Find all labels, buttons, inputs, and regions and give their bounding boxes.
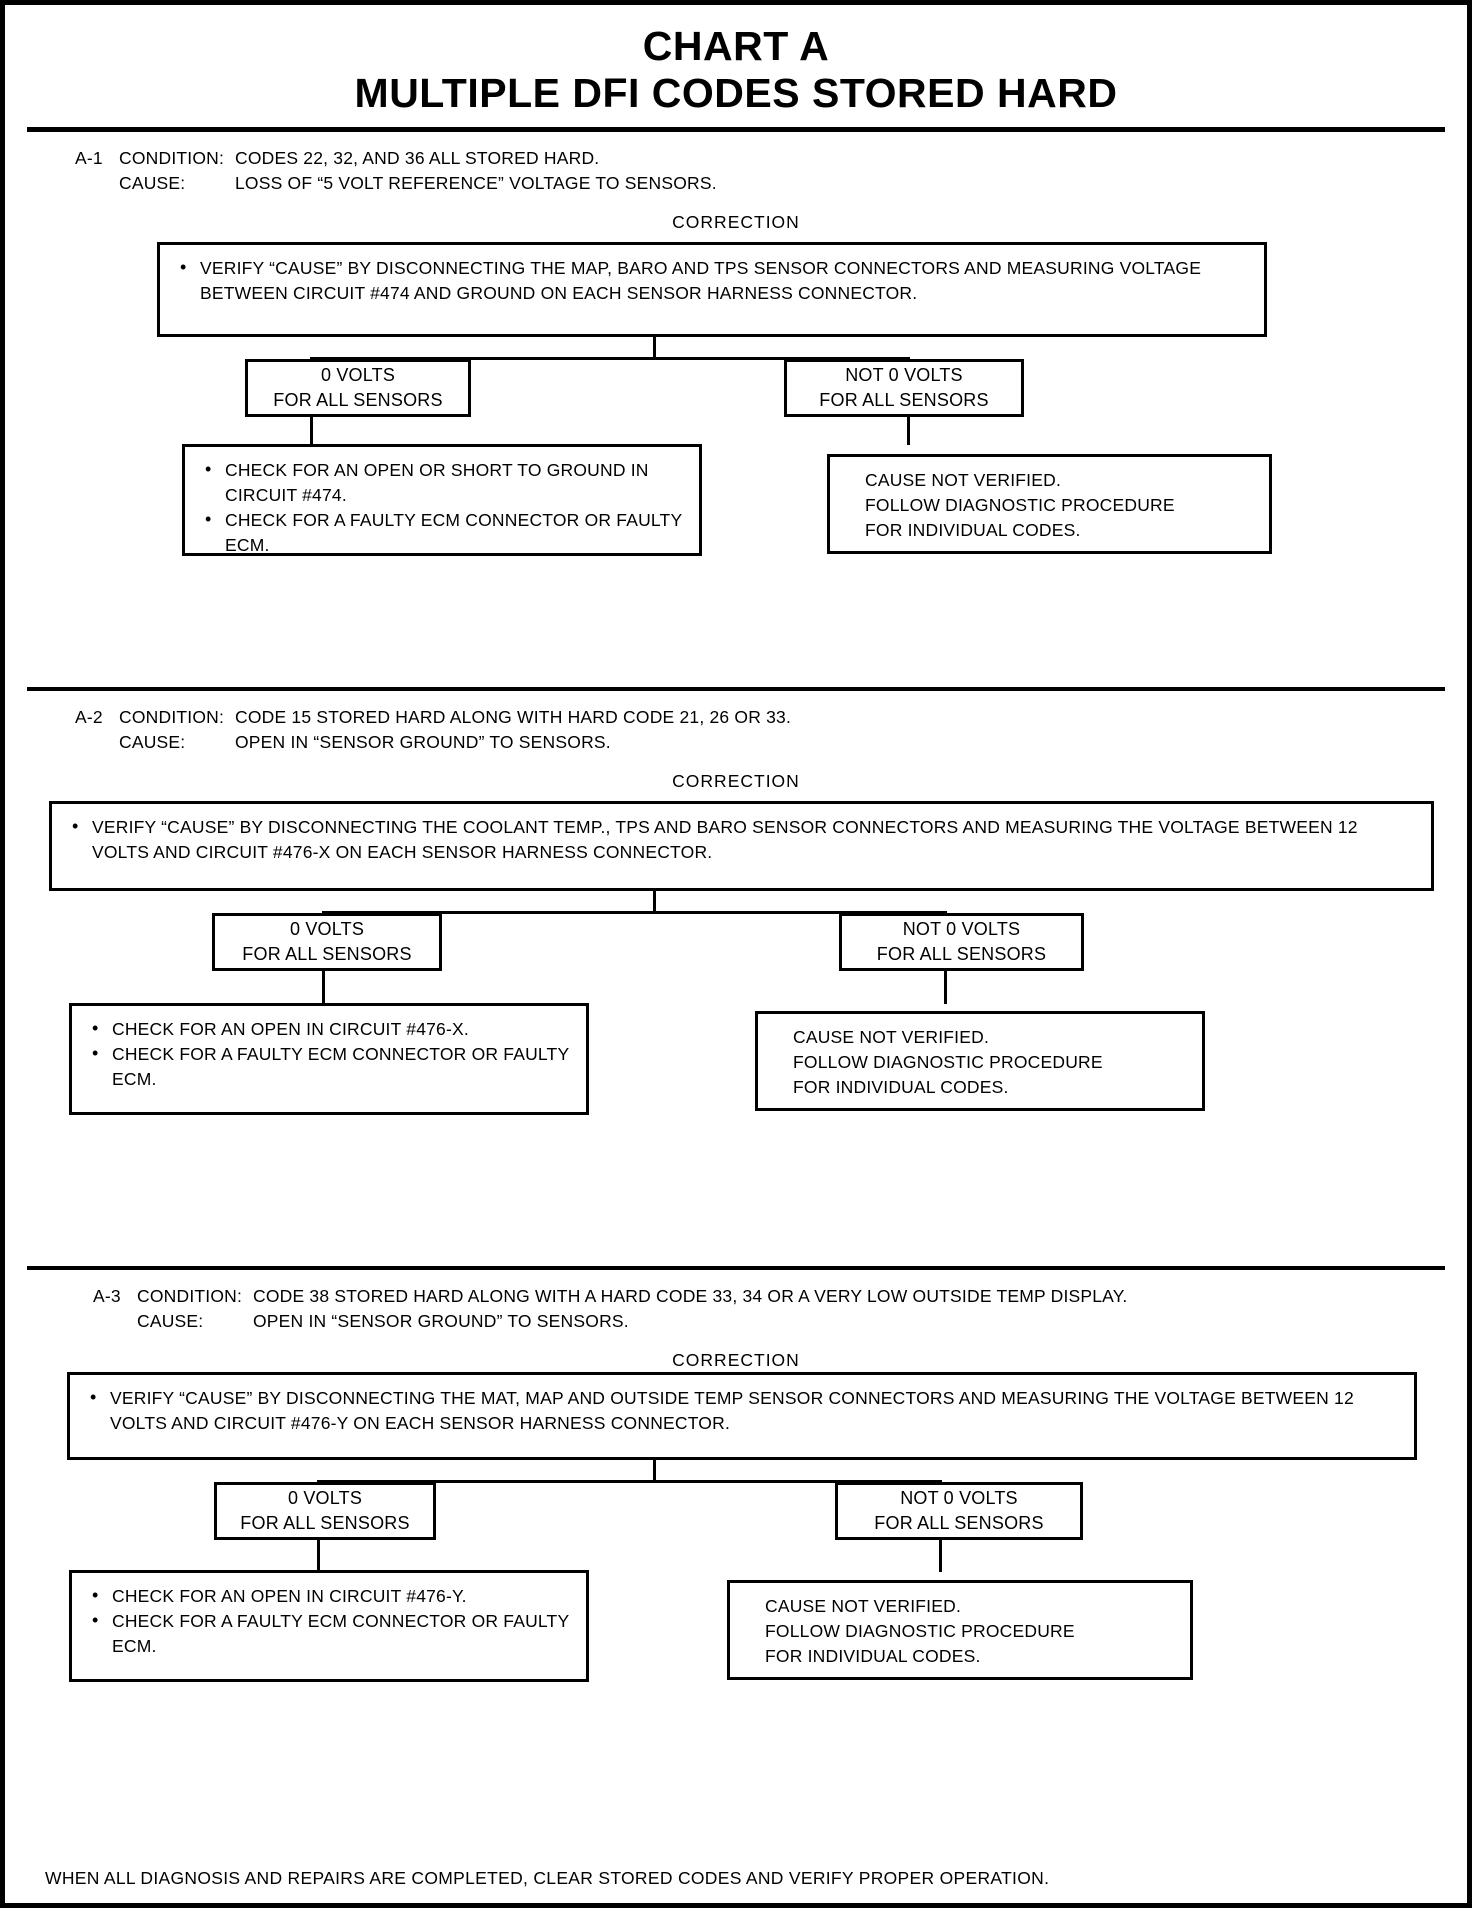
a1-right-branch-down xyxy=(907,417,910,445)
a1-verify-text: • VERIFY “CAUSE” BY DISCONNECTING THE MAP, BARO AND TPS SENSOR CONNECTORS AND MEASURING VOLTAGE BETWEEN CIRCUIT #474 AND GROUND ON EACH SENSOR HARNESS CONNECTOR. xyxy=(174,256,1252,306)
a3-branch-right-line2: FOR ALL SENSORS xyxy=(874,1513,1044,1533)
a3-condition-block xyxy=(27,1270,1445,1334)
a2-result-right xyxy=(755,1011,1205,1111)
a1-result-right-line-1: CAUSE NOT VERIFIED. xyxy=(865,470,1062,490)
a2-spacer xyxy=(75,730,119,755)
a1-result-right xyxy=(827,454,1272,554)
a3-correction-label: CORRECTION xyxy=(672,1350,800,1370)
a2-branch-left-line1: 0 VOLTS xyxy=(289,919,365,939)
a2-left-branch-down xyxy=(322,971,325,1004)
a2-tag: A-2 xyxy=(75,707,103,727)
a1-condition-block xyxy=(27,132,1445,196)
a2-verify-text: • VERIFY “CAUSE” BY DISCONNECTING THE COOLANT TEMP., TPS AND BARO SENSOR CONNECTORS AND MEASURING THE VOLTAGE BETWEEN 12 VOLTS AND CIRCUIT #476-X ON EACH SENSOR HARNESS CONNECTOR. xyxy=(66,815,1419,865)
a3-result-left-item-2: • CHECK FOR A FAULTY ECM CONNECTOR OR FAULTY ECM. xyxy=(86,1609,574,1659)
a2-right-branch-down xyxy=(944,971,947,1004)
chart-inner xyxy=(5,5,1467,1903)
a2-result-right-line-1: CAUSE NOT VERIFIED. xyxy=(793,1027,990,1047)
a3-cause-value: OPEN IN “SENSOR GROUND” TO SENSORS. xyxy=(253,1311,629,1331)
a1-left-branch-down xyxy=(310,417,313,445)
section-a2 xyxy=(27,691,1445,1256)
a2-branch-left-line2: FOR ALL SENSORS xyxy=(242,944,412,964)
a1-result-right-line-3: FOR INDIVIDUAL CODES. xyxy=(865,520,1081,540)
a2-verify-box xyxy=(49,801,1434,891)
a2-cause-value: OPEN IN “SENSOR GROUND” TO SENSORS. xyxy=(235,732,611,752)
a1-verify-box xyxy=(157,242,1267,337)
a3-branch-left-line1: 0 VOLTS xyxy=(287,1488,363,1508)
a1-result-left-item-2: • CHECK FOR A FAULTY ECM CONNECTOR OR FAULTY ECM. xyxy=(199,508,687,558)
section-a1 xyxy=(27,132,1445,677)
a1-branch-right-line2: FOR ALL SENSORS xyxy=(819,390,989,410)
a2-result-left-item-1: • CHECK FOR AN OPEN IN CIRCUIT #476-X. xyxy=(86,1017,574,1042)
a2-result-right-line-2: FOLLOW DIAGNOSTIC PROCEDURE xyxy=(793,1052,1103,1072)
a3-result-left xyxy=(69,1570,589,1682)
a3-connector-down xyxy=(653,1460,656,1482)
a2-condition-key: CONDITION: xyxy=(119,707,225,727)
a2-result-right-line-3: FOR INDIVIDUAL CODES. xyxy=(793,1077,1009,1097)
a3-condition-value: CODE 38 STORED HARD ALONG WITH A HARD CODE 33, 34 OR A VERY LOW OUTSIDE TEMP DISPLAY. xyxy=(253,1286,1128,1306)
a2-branch-right-line1: NOT 0 VOLTS xyxy=(902,919,1021,939)
a1-result-right-line-2: FOLLOW DIAGNOSTIC PROCEDURE xyxy=(865,495,1175,515)
a3-spacer xyxy=(93,1309,137,1334)
a3-cause-key: CAUSE: xyxy=(137,1311,204,1331)
a1-branch-left-line2: FOR ALL SENSORS xyxy=(273,390,443,410)
a3-result-left-item-1: • CHECK FOR AN OPEN IN CIRCUIT #476-Y. xyxy=(86,1584,574,1609)
a1-cause-key: CAUSE: xyxy=(119,173,186,193)
a1-spacer xyxy=(75,171,119,196)
a3-verify-text: • VERIFY “CAUSE” BY DISCONNECTING THE MAT, MAP AND OUTSIDE TEMP SENSOR CONNECTORS AND MEASURING THE VOLTAGE BETWEEN 12 VOLTS AND CIRCUIT #476-Y ON EACH SENSOR HARNESS CONNECTOR. xyxy=(84,1386,1402,1436)
a3-result-right xyxy=(727,1580,1193,1680)
a1-branch-left-line1: 0 VOLTS xyxy=(320,365,396,385)
chart-title-line2: MULTIPLE DFI CODES STORED HARD xyxy=(354,70,1118,116)
section-a3 xyxy=(27,1270,1445,1800)
a3-result-right-line-2: FOLLOW DIAGNOSTIC PROCEDURE xyxy=(765,1621,1075,1641)
chart-title-line1: CHART A xyxy=(642,23,830,69)
a1-tag: A-1 xyxy=(75,148,103,168)
a2-condition-value: CODE 15 STORED HARD ALONG WITH HARD CODE 21, 26 OR 33. xyxy=(235,707,792,727)
a3-branch-left-line2: FOR ALL SENSORS xyxy=(240,1513,410,1533)
a3-right-branch-down xyxy=(939,1540,942,1572)
a2-branch-right xyxy=(839,913,1084,971)
a2-result-left-item-2: • CHECK FOR A FAULTY ECM CONNECTOR OR FAULTY ECM. xyxy=(86,1042,574,1092)
a3-branch-left xyxy=(214,1482,436,1540)
a3-verify-box xyxy=(67,1372,1417,1460)
a2-branch-right-line2: FOR ALL SENSORS xyxy=(876,944,1047,964)
a1-connector-down xyxy=(653,337,656,359)
a1-result-left xyxy=(182,444,702,556)
a1-branch-left xyxy=(245,359,471,417)
a1-branch-right xyxy=(784,359,1024,417)
a1-cause-value: LOSS OF “5 VOLT REFERENCE” VOLTAGE TO SENSORS. xyxy=(235,173,717,193)
a1-condition-key: CONDITION: xyxy=(119,148,225,168)
a3-result-right-line-3: FOR INDIVIDUAL CODES. xyxy=(765,1646,981,1666)
a2-cause-key: CAUSE: xyxy=(119,732,186,752)
a2-connector-down xyxy=(653,891,656,913)
a2-condition-block xyxy=(27,691,1445,755)
a3-result-right-line-1: CAUSE NOT VERIFIED. xyxy=(765,1596,962,1616)
a3-tag: A-3 xyxy=(93,1286,121,1306)
a2-branch-left xyxy=(212,913,442,971)
a2-result-left xyxy=(69,1003,589,1115)
a3-left-branch-down xyxy=(317,1540,320,1572)
a3-condition-key: CONDITION: xyxy=(137,1286,243,1306)
a3-branch-right xyxy=(835,1482,1083,1540)
a1-result-left-item-1: • CHECK FOR AN OPEN OR SHORT TO GROUND IN CIRCUIT #474. xyxy=(199,458,687,508)
a1-condition-value: CODES 22, 32, AND 36 ALL STORED HARD. xyxy=(235,148,600,168)
chart-title xyxy=(27,23,1445,117)
footer-note: WHEN ALL DIAGNOSIS AND REPAIRS ARE COMPLETED, CLEAR STORED CODES AND VERIFY PROPER OPERATION. xyxy=(45,1868,1050,1888)
a1-branch-right-line1: NOT 0 VOLTS xyxy=(845,365,963,385)
a1-correction-label: CORRECTION xyxy=(672,212,800,232)
a3-branch-right-line1: NOT 0 VOLTS xyxy=(900,1488,1018,1508)
a2-correction-label: CORRECTION xyxy=(672,771,800,791)
